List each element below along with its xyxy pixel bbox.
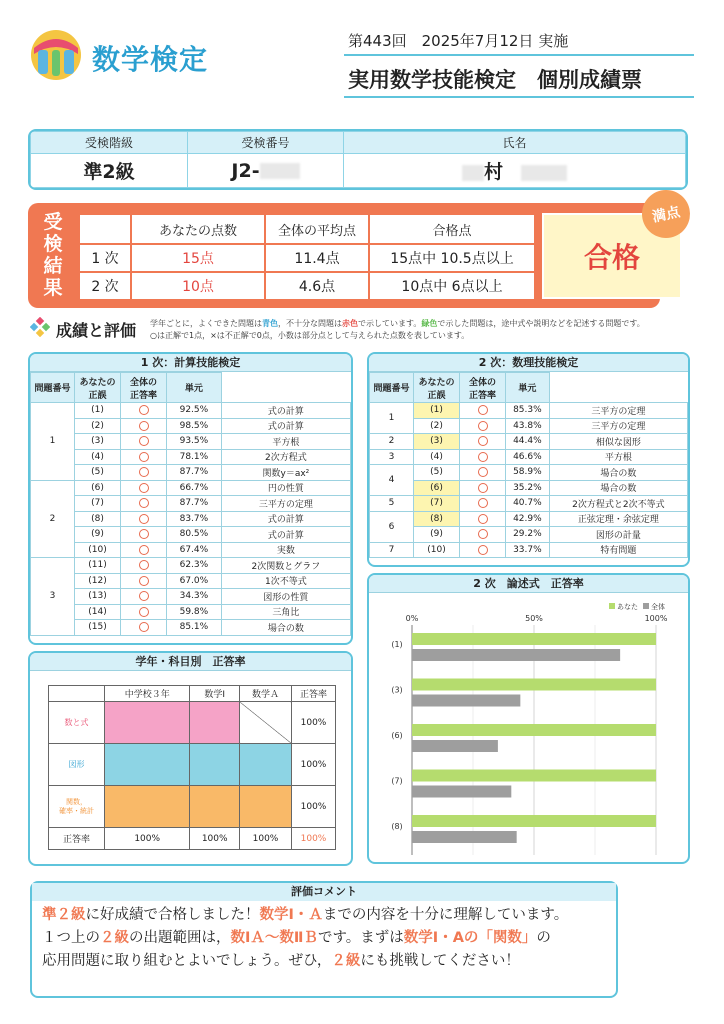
- note-green: 緑色: [421, 319, 438, 328]
- comment-hl: 数学Ⅰ・Ａ: [259, 907, 323, 923]
- table-row: [31, 573, 351, 589]
- question-number: (8): [414, 511, 460, 527]
- name-header: 氏名: [344, 132, 686, 154]
- total-label: 正答率: [49, 828, 105, 850]
- group-number: 2: [31, 480, 75, 558]
- table-row: [31, 527, 351, 543]
- unit: 特有問題: [549, 542, 687, 558]
- correct-rate: 80.5%: [167, 527, 222, 543]
- grade-header: 受検階級: [31, 132, 188, 154]
- category-label: (6): [391, 731, 403, 740]
- unit: 三平方の定理: [221, 496, 350, 512]
- evaluation-note: [150, 318, 690, 342]
- group-number: 3: [370, 449, 414, 465]
- unit: 場合の数: [221, 620, 350, 636]
- unit: 円の性質: [221, 480, 350, 496]
- category-label: (3): [391, 685, 403, 695]
- question-number: (13): [75, 589, 121, 605]
- correct-rate: 58.9%: [506, 465, 550, 481]
- part1-panel: [28, 352, 353, 645]
- col-question: 問題番号: [370, 373, 414, 403]
- row-numbers: 数と式: [49, 702, 105, 744]
- correct-rate: 34.3%: [167, 589, 222, 605]
- cell-orange: [105, 786, 190, 828]
- round-label: 2 次: [79, 272, 131, 300]
- comment-title: 評価コメント: [32, 883, 616, 901]
- col-correct: あなたの 正誤: [75, 373, 121, 403]
- cell-blue: [190, 744, 240, 786]
- col-rate: 正答率: [292, 686, 336, 702]
- question-number: (4): [414, 449, 460, 465]
- redacted-number: [260, 163, 300, 179]
- results-corner: [79, 214, 131, 244]
- correct-mark: [460, 403, 506, 419]
- table-row: [31, 589, 351, 605]
- rate-functions: 100%: [292, 786, 336, 828]
- name-visible: 村: [483, 161, 503, 184]
- verdict-badge: 合格: [542, 213, 682, 299]
- question-number: (7): [75, 496, 121, 512]
- table-row: [370, 542, 688, 558]
- correct-mark: [460, 465, 506, 481]
- unit: 2次方程式と2次不等式: [549, 496, 687, 512]
- table-row: [370, 465, 688, 481]
- bar-you: [412, 633, 656, 645]
- legend-label: あなた: [617, 603, 638, 611]
- unit: 三平方の定理: [549, 418, 687, 434]
- part2-title: 2 次：数理技能検定: [369, 354, 688, 372]
- table-row: [31, 449, 351, 465]
- name-value: [344, 154, 686, 188]
- correct-mark: [121, 403, 167, 419]
- bar-you: [412, 679, 656, 691]
- correct-mark: [460, 480, 506, 496]
- correct-rate: 87.7%: [167, 465, 222, 481]
- bar-all: [412, 695, 520, 707]
- comment-hl: ２級: [331, 953, 361, 969]
- question-number: (6): [75, 480, 121, 496]
- correct-circle-icon: [139, 560, 149, 570]
- header-divider-top: [344, 54, 694, 56]
- evaluation-comment: [30, 881, 618, 998]
- group-number: 4: [370, 465, 414, 496]
- category-label: (7): [391, 776, 403, 786]
- total-matha: 100%: [240, 828, 292, 850]
- correct-rate: 46.6%: [506, 449, 550, 465]
- total-rate: 100%: [292, 828, 336, 850]
- comment-body: [32, 901, 616, 973]
- col-unit: 単元: [167, 373, 222, 403]
- bar-all: [412, 786, 511, 798]
- score-value: 15点: [131, 244, 265, 272]
- session-info: 第443回 2025年7月12日 実施: [348, 32, 569, 50]
- correct-circle-icon: [139, 607, 149, 617]
- row-functions: 関数， 確率・統計: [49, 786, 105, 828]
- perfect-score-badge: 満点: [638, 186, 695, 243]
- note-text: ，不十分な問題は: [278, 319, 342, 328]
- note-line-1: [150, 318, 690, 330]
- question-number: (3): [414, 434, 460, 450]
- category-label: (8): [391, 822, 403, 831]
- question-number: (6): [414, 480, 460, 496]
- comment-text: １つ上の: [42, 930, 100, 946]
- correct-circle-icon: [478, 498, 488, 508]
- chart-panel: [367, 573, 690, 864]
- group-number: 1: [370, 403, 414, 434]
- unit: 2次方程式: [221, 449, 350, 465]
- cell-blue: [105, 744, 190, 786]
- grid-corner: [49, 686, 105, 702]
- legend-label: 全体: [651, 603, 665, 611]
- legend-swatch: [609, 603, 615, 609]
- score-value: 10点: [131, 272, 265, 300]
- correct-rate: 35.2%: [506, 480, 550, 496]
- correct-mark: [121, 511, 167, 527]
- diamond-icon: [30, 317, 50, 337]
- question-number: (15): [75, 620, 121, 636]
- chart-title: 2 次 論述式 正答率: [369, 575, 688, 593]
- rate-numbers: 100%: [292, 702, 336, 744]
- cell-pink: [190, 702, 240, 744]
- table-row: [370, 434, 688, 450]
- correct-rate: 43.8%: [506, 418, 550, 434]
- correct-circle-icon: [478, 529, 488, 539]
- comment-text: 応用問題に取り組むとよいでしょう。ぜひ，: [42, 953, 332, 969]
- group-number: 1: [31, 403, 75, 481]
- correct-rate: 67.4%: [167, 542, 222, 558]
- unit: 式の計算: [221, 511, 350, 527]
- note-blue: 青色: [262, 319, 278, 328]
- correct-mark: [121, 573, 167, 589]
- page-title: 実用数学技能検定 個別成績票: [348, 68, 642, 92]
- correct-rate: 83.7%: [167, 511, 222, 527]
- number-prefix: J2-: [231, 159, 260, 182]
- examinee-info: [28, 129, 688, 190]
- pass-value: 10点中 6点以上: [369, 272, 535, 300]
- number-header: 受検番号: [188, 132, 344, 154]
- cell-na: [240, 702, 292, 744]
- correct-rate: 62.3%: [167, 558, 222, 574]
- total-math1: 100%: [190, 828, 240, 850]
- correct-mark: [121, 465, 167, 481]
- part1-title: 1 次：計算技能検定: [30, 354, 351, 372]
- results-label-char: 検: [43, 233, 63, 255]
- correct-circle-icon: [478, 545, 488, 555]
- comment-text: です。まずは: [317, 930, 404, 946]
- unit: 相似な図形: [549, 434, 687, 450]
- legend-swatch: [643, 603, 649, 609]
- unit: 1次不等式: [221, 573, 350, 589]
- question-number: (2): [414, 418, 460, 434]
- correct-rate: 92.5%: [167, 403, 222, 419]
- correct-circle-icon: [139, 467, 149, 477]
- correct-circle-icon: [139, 436, 149, 446]
- table-row: [31, 418, 351, 434]
- correct-mark: [460, 496, 506, 512]
- correct-circle-icon: [139, 498, 149, 508]
- correct-circle-icon: [478, 483, 488, 493]
- correct-mark: [121, 480, 167, 496]
- results-label-char: 果: [43, 277, 63, 299]
- grade-value: 準2級: [31, 154, 188, 188]
- correct-circle-icon: [139, 421, 149, 431]
- correct-circle-icon: [478, 452, 488, 462]
- col-math1: 数学Ⅰ: [190, 686, 240, 702]
- number-value: [188, 154, 344, 188]
- table-row: [31, 403, 351, 419]
- note-text: で示した問題は，途中式や説明などを記述する問題です。: [437, 319, 645, 328]
- correct-mark: [121, 434, 167, 450]
- correct-circle-icon: [139, 405, 149, 415]
- correct-mark: [121, 589, 167, 605]
- part2-table: [369, 372, 688, 558]
- pass-value: 15点中 10.5点以上: [369, 244, 535, 272]
- tick-label: 0%: [405, 614, 419, 623]
- cell-orange: [240, 786, 292, 828]
- table-row: [31, 465, 351, 481]
- correct-mark: [121, 449, 167, 465]
- unit: 三平方の定理: [549, 403, 687, 419]
- unit: 式の計算: [221, 418, 350, 434]
- avg-header: 全体の平均点: [265, 214, 369, 244]
- question-number: (1): [414, 403, 460, 419]
- comment-hl: 数ⅠＡ～数ⅡＢ: [230, 930, 318, 946]
- correct-rate: 93.5%: [167, 434, 222, 450]
- logo: [28, 28, 258, 82]
- rate-geometry: 100%: [292, 744, 336, 786]
- category-label: (1): [391, 640, 403, 649]
- unit: 場合の数: [549, 480, 687, 496]
- correct-circle-icon: [139, 452, 149, 462]
- exam-results: [28, 203, 660, 308]
- part1-table: [30, 372, 351, 636]
- unit: 三角比: [221, 604, 350, 620]
- results-label-char: 結: [43, 255, 63, 277]
- unit: 式の計算: [221, 403, 350, 419]
- correct-rate: 42.9%: [506, 511, 550, 527]
- correct-mark: [460, 527, 506, 543]
- part2-panel: [367, 352, 690, 567]
- cell-pink: [105, 702, 190, 744]
- correct-circle-icon: [139, 576, 149, 586]
- table-row: [31, 511, 351, 527]
- comment-text: までの内容を十分に理解しています。: [322, 907, 569, 923]
- table-row: [370, 480, 688, 496]
- correct-mark: [460, 434, 506, 450]
- correct-rate: 98.5%: [167, 418, 222, 434]
- table-row: [31, 480, 351, 496]
- comment-text: の: [536, 930, 551, 946]
- question-number: (5): [75, 465, 121, 481]
- subject-panel: [28, 651, 353, 866]
- comment-text: にも挑戦してください！: [360, 953, 520, 969]
- bar-all: [412, 740, 498, 752]
- avg-value: 4.6点: [265, 272, 369, 300]
- group-number: 7: [370, 542, 414, 558]
- correct-rate: 85.1%: [167, 620, 222, 636]
- table-row: [31, 434, 351, 450]
- col-matha: 数学Ａ: [240, 686, 292, 702]
- correct-mark: [460, 542, 506, 558]
- unit: 平方根: [549, 449, 687, 465]
- unit: 図形の計量: [549, 527, 687, 543]
- group-number: 2: [370, 434, 414, 450]
- cell-orange: [190, 786, 240, 828]
- tick-label: 100%: [644, 614, 668, 623]
- pass-header: 合格点: [369, 214, 535, 244]
- col-rate: 全体の 正答率: [460, 373, 506, 403]
- bar-you: [412, 815, 656, 827]
- table-row: [370, 449, 688, 465]
- correct-circle-icon: [139, 622, 149, 632]
- table-row: [31, 542, 351, 558]
- comment-hl: ２級: [100, 930, 129, 946]
- unit: 2次関数とグラフ: [221, 558, 350, 574]
- note-red: 赤色: [342, 319, 358, 328]
- correct-mark: [121, 558, 167, 574]
- question-number: (4): [75, 449, 121, 465]
- correct-rate: 29.2%: [506, 527, 550, 543]
- bar-all: [412, 649, 620, 661]
- table-row: [31, 558, 351, 574]
- correct-mark: [460, 449, 506, 465]
- group-number: 5: [370, 496, 414, 512]
- correct-circle-icon: [478, 405, 488, 415]
- question-number: (1): [75, 403, 121, 419]
- col-jh3: 中学校３年: [105, 686, 190, 702]
- question-number: (10): [75, 542, 121, 558]
- unit: 正弦定理・余弦定理: [549, 511, 687, 527]
- unit: 関数y＝ax²: [221, 465, 350, 481]
- col-unit: 単元: [506, 373, 550, 403]
- correct-circle-icon: [139, 545, 149, 555]
- question-number: (3): [75, 434, 121, 450]
- correct-circle-icon: [139, 529, 149, 539]
- bar-all: [412, 831, 517, 843]
- correct-circle-icon: [478, 421, 488, 431]
- question-number: (12): [75, 573, 121, 589]
- evaluation-title: 成績と評価: [56, 321, 137, 340]
- row-geometry: 図形: [49, 744, 105, 786]
- correct-circle-icon: [139, 591, 149, 601]
- correct-mark: [460, 418, 506, 434]
- correct-rate: 85.3%: [506, 403, 550, 419]
- table-row: [31, 496, 351, 512]
- unit: 実数: [221, 542, 350, 558]
- redacted-name-part2: [521, 165, 567, 181]
- group-number: 6: [370, 511, 414, 542]
- correct-rate: 67.0%: [167, 573, 222, 589]
- round-label: 1 次: [79, 244, 131, 272]
- comment-hl: 数学Ⅰ・Aの「関数」: [403, 930, 537, 946]
- redacted-name-part: [462, 165, 484, 181]
- correct-mark: [121, 527, 167, 543]
- question-number: (9): [414, 527, 460, 543]
- total-jh3: 100%: [105, 828, 190, 850]
- table-row: [370, 418, 688, 434]
- correct-rate: 78.1%: [167, 449, 222, 465]
- results-table: [78, 213, 536, 301]
- note-text: で示しています。: [358, 319, 422, 328]
- correct-mark: [121, 418, 167, 434]
- correct-circle-icon: [139, 483, 149, 493]
- subject-grid: [48, 685, 336, 850]
- correct-mark: [121, 620, 167, 636]
- unit: 場合の数: [549, 465, 687, 481]
- question-number: (10): [414, 542, 460, 558]
- correct-rate: 87.7%: [167, 496, 222, 512]
- correct-circle-icon: [478, 436, 488, 446]
- comment-text: の出題範囲は，: [129, 930, 231, 946]
- group-number: 3: [31, 558, 75, 636]
- correct-rate: 44.4%: [506, 434, 550, 450]
- note-line-2: ○は正解で1点，×は不正解で0点，小数は部分点として与えられた点数を表しています。: [150, 331, 470, 340]
- score-header: あなたの点数: [131, 214, 265, 244]
- correct-mark: [460, 511, 506, 527]
- question-number: (8): [75, 511, 121, 527]
- correct-circle-icon: [139, 514, 149, 524]
- question-number: (2): [75, 418, 121, 434]
- question-number: (14): [75, 604, 121, 620]
- correct-rate: 66.7%: [167, 480, 222, 496]
- unit: 式の計算: [221, 527, 350, 543]
- table-row: [31, 604, 351, 620]
- ti-logo-icon: [28, 28, 84, 82]
- note-text: 学年ごとに，よくできた問題は: [150, 319, 262, 328]
- table-row: [370, 511, 688, 527]
- unit: 平方根: [221, 434, 350, 450]
- correct-mark: [121, 496, 167, 512]
- question-number: (5): [414, 465, 460, 481]
- essay-rate-chart: [369, 595, 688, 864]
- col-correct: あなたの 正誤: [414, 373, 460, 403]
- correct-circle-icon: [478, 514, 488, 524]
- correct-rate: 33.7%: [506, 542, 550, 558]
- table-row: [370, 496, 688, 512]
- bar-you: [412, 724, 656, 736]
- comment-hl: 準２級: [42, 907, 86, 923]
- tick-label: 50%: [525, 614, 543, 623]
- header-divider-bottom: [344, 96, 694, 98]
- logo-text: 数学検定: [92, 43, 209, 76]
- bar-you: [412, 770, 656, 782]
- results-label-char: 受: [43, 211, 63, 233]
- col-rate: 全体の 正答率: [121, 373, 167, 403]
- correct-rate: 59.8%: [167, 604, 222, 620]
- correct-circle-icon: [478, 467, 488, 477]
- cell-blue: [240, 744, 292, 786]
- col-question: 問題番号: [31, 373, 75, 403]
- avg-value: 11.4点: [265, 244, 369, 272]
- question-number: (9): [75, 527, 121, 543]
- table-row: [31, 620, 351, 636]
- results-label: [36, 211, 70, 299]
- correct-rate: 40.7%: [506, 496, 550, 512]
- question-number: (7): [414, 496, 460, 512]
- comment-text: に好成績で合格しました！: [85, 907, 260, 923]
- correct-mark: [121, 542, 167, 558]
- unit: 図形の性質: [221, 589, 350, 605]
- question-number: (11): [75, 558, 121, 574]
- table-row: [370, 527, 688, 543]
- correct-mark: [121, 604, 167, 620]
- subject-title: 学年・科目別 正答率: [30, 653, 351, 671]
- table-row: [370, 403, 688, 419]
